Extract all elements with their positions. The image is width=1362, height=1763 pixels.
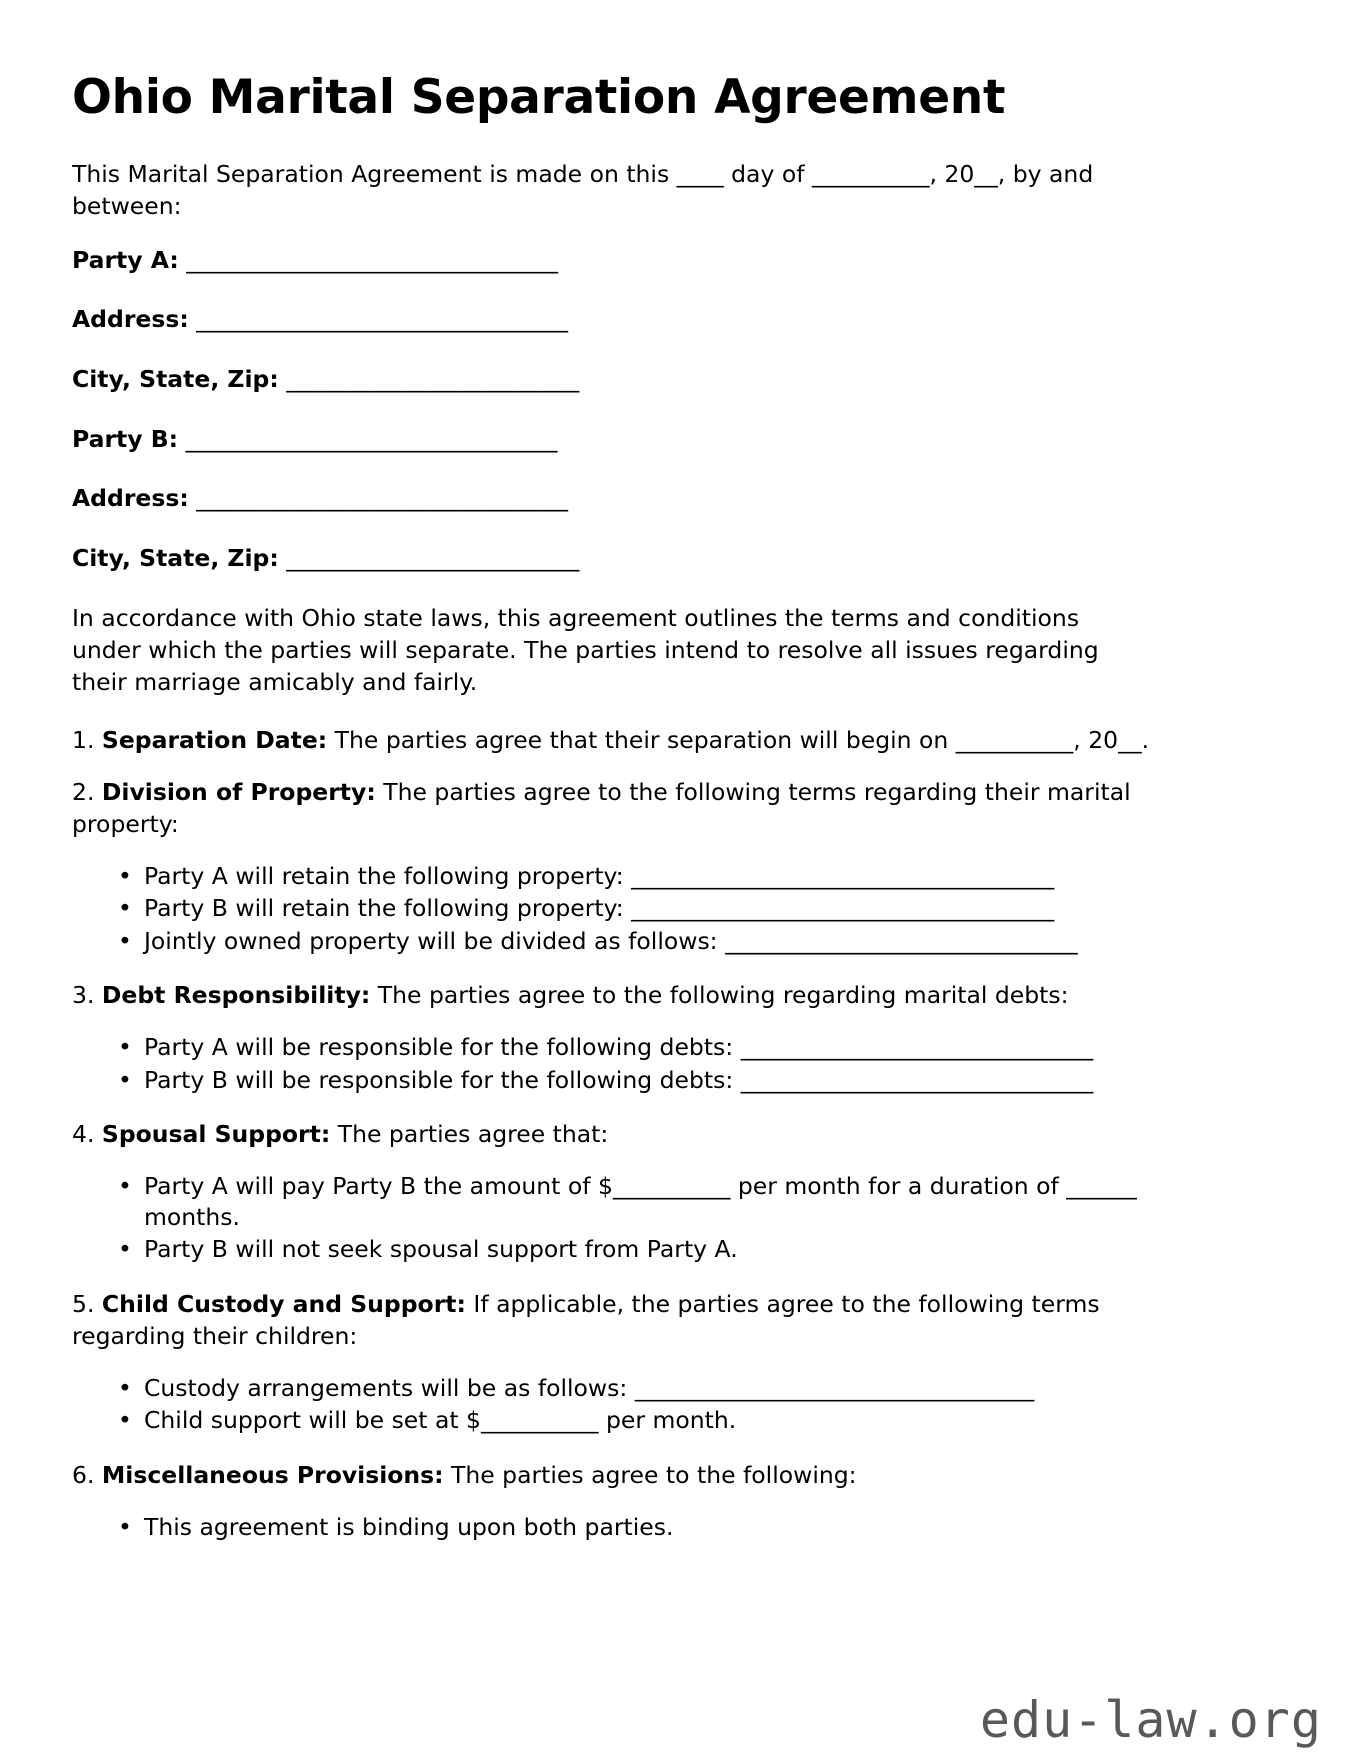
party-a-label: Party A: [72, 245, 179, 274]
list-item: • Party A will retain the following property: ____________________________________ [144, 861, 1192, 892]
party-b-address-blank[interactable]: _________________________________ [196, 484, 568, 513]
section-6 [72, 1460, 1192, 1543]
page-title: Ohio Marital Separation Agreement [72, 70, 1006, 125]
section-title: Child Custody and Support: [101, 1289, 466, 1318]
section-heading [72, 1119, 1152, 1151]
section-heading [72, 725, 1152, 757]
section-title: Debt Responsibility: [101, 981, 371, 1010]
section-1 [72, 725, 1192, 757]
list-item: • Child support will be set at $__________ per month. [144, 1405, 1192, 1436]
party-a-citystatezip-label: City, State, Zip: [72, 364, 279, 393]
section-bullet-list [72, 1032, 1192, 1095]
section-heading [72, 1289, 1152, 1353]
section-bullet-list [72, 1171, 1192, 1265]
section-number: 3. [72, 981, 95, 1010]
party-a-address-blank[interactable]: _________________________________ [196, 305, 568, 334]
section-body: The parties agree to the following: [443, 1460, 857, 1489]
section-number: 5. [72, 1289, 95, 1318]
section-body: If applicable, the parties agree to the following terms regarding their children: [72, 1289, 1100, 1350]
section-body: The parties agree that their separation will begin on __________, 20__. [327, 725, 1150, 754]
party-b-address-label: Address: [72, 484, 189, 513]
section-body: The parties agree to the following terms regarding their marital property: [72, 777, 1131, 838]
section-heading [72, 980, 1152, 1012]
section-title: Separation Date: [101, 725, 328, 754]
section-title: Spousal Support: [101, 1120, 331, 1149]
list-item: • Party B will be responsible for the following debts: ______________________________ [144, 1065, 1192, 1096]
party-field-row [72, 543, 1192, 575]
site-watermark: edu-law.org [979, 1691, 1322, 1749]
section-heading [72, 777, 1152, 841]
intro-paragraph: This Marital Separation Agreement is made on this ____ day of __________, 20__, by and between: [72, 159, 1094, 220]
party-field-row [72, 364, 1192, 396]
party-b-citystatezip-blank[interactable]: __________________________ [286, 544, 579, 573]
party-field-row [72, 483, 1192, 515]
section-number: 4. [72, 1120, 95, 1149]
section-4 [72, 1119, 1192, 1265]
party-b-blank[interactable]: _________________________________ [185, 424, 557, 453]
party-a-citystatezip-blank[interactable]: __________________________ [286, 364, 579, 393]
list-item: • Party B will not seek spousal support from Party A. [144, 1234, 1192, 1265]
section-bullet-list [72, 861, 1192, 957]
section-2 [72, 777, 1192, 957]
section-3 [72, 980, 1192, 1095]
section-body: The parties agree that: [330, 1120, 609, 1149]
section-5 [72, 1289, 1192, 1436]
list-item: • Party B will retain the following property: ____________________________________ [144, 893, 1192, 924]
section-number: 6. [72, 1460, 95, 1489]
list-item: • Party A will pay Party B the amount of $__________ per month for a duration of ______ months. [144, 1171, 1192, 1232]
party-a-blank[interactable]: _________________________________ [186, 245, 558, 274]
party-field-row [72, 245, 1192, 277]
section-number: 1. [72, 725, 95, 754]
section-bullet-list [72, 1373, 1192, 1436]
party-fields-block [72, 245, 1192, 575]
section-title: Miscellaneous Provisions: [101, 1460, 444, 1489]
section-title: Division of Property: [101, 777, 376, 806]
list-item: • Custody arrangements will be as follows: __________________________________ [144, 1373, 1192, 1404]
list-item: • Jointly owned property will be divided as follows: ______________________________ [144, 926, 1192, 957]
section-number: 2. [72, 777, 95, 806]
list-item: • This agreement is binding upon both parties. [144, 1512, 1192, 1543]
party-b-citystatezip-label: City, State, Zip: [72, 544, 279, 573]
party-b-label: Party B: [72, 424, 179, 453]
party-field-row [72, 424, 1192, 456]
list-item: • Party A will be responsible for the following debts: ______________________________ [144, 1032, 1192, 1063]
party-field-row [72, 304, 1192, 336]
section-heading [72, 1460, 1152, 1492]
section-bullet-list [72, 1512, 1192, 1543]
section-body: The parties agree to the following regarding marital debts: [370, 981, 1069, 1010]
recital-paragraph: In accordance with Ohio state laws, this agreement outlines the terms and conditions under which the parties will separate. The parties intend to resolve all issues regarding their marriage amicably and fairly. [72, 603, 1099, 696]
party-a-address-label: Address: [72, 305, 189, 334]
